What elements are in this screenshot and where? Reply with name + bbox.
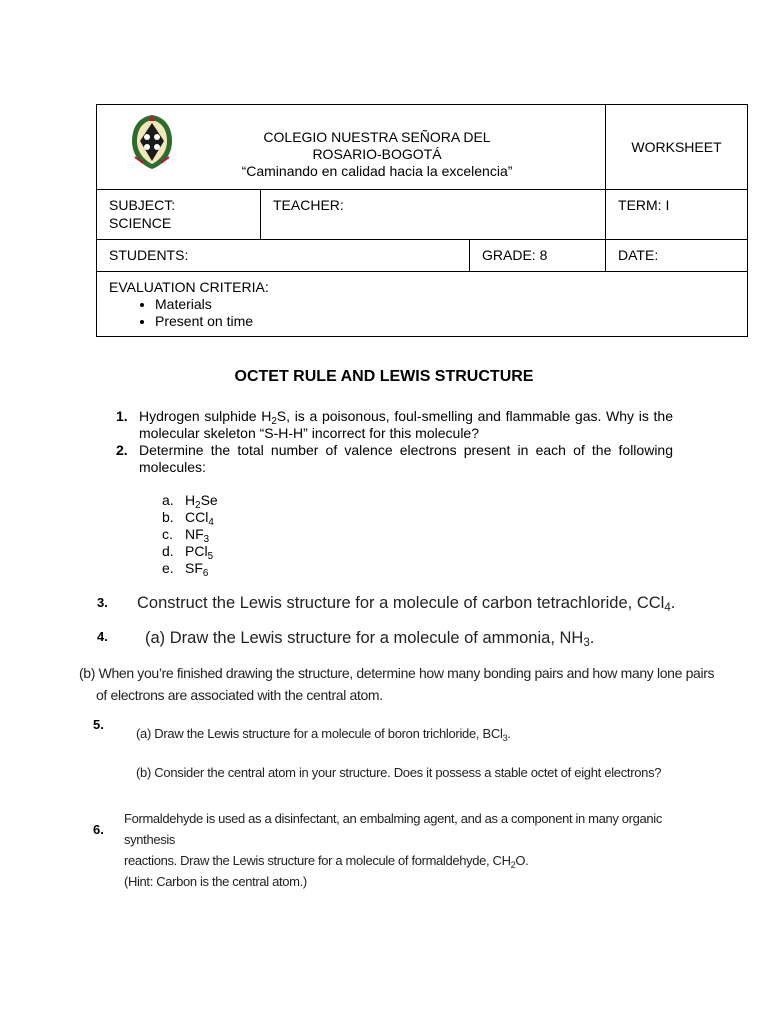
- students-cell: [97, 240, 470, 272]
- q1-text: Hydrogen sulphide $H_2S$, is a poisonous, foul-smelling and flammable gas. Why is the molecular skeleton “S-H-H” incorrect for this molecule?: [139, 408, 673, 441]
- subject-label: SUBJECT:: [109, 197, 176, 213]
- q1-number: 1.: [116, 408, 128, 424]
- date-cell: [606, 240, 748, 272]
- school-motto: “Caminando en calidad hacia la excelencia”: [241, 163, 513, 179]
- q2-item: e. $SF_6$: [162, 560, 209, 579]
- q2-item: c. $NF_3$: [162, 526, 210, 545]
- header-table: [96, 104, 748, 337]
- school-cell: [97, 105, 606, 190]
- subject-value: SCIENCE: [109, 215, 172, 231]
- grade-label: GRADE: 8: [482, 247, 548, 263]
- q2-item: a. $H_2Se$: [162, 492, 218, 511]
- doc-type-cell: [606, 105, 748, 190]
- school-name-line1: COLEGIO NUESTRA SEÑORA DEL: [263, 129, 491, 145]
- school-name-line2: ROSARIO-BOGOTÁ: [312, 146, 442, 162]
- q4-number: 4.: [97, 629, 108, 644]
- q6-number: 6.: [93, 822, 104, 837]
- criteria-cell: [97, 272, 748, 337]
- teacher-cell: [261, 190, 606, 240]
- term-cell: [606, 190, 748, 240]
- criteria-list: [109, 296, 735, 330]
- q3-text: Construct the Lewis structure for a molecule of carbon tetrachloride, CCl$_4$.: [137, 594, 676, 614]
- q5b-text: (b) Consider the central atom in your structure. Does it possess a stable octet of eight electrons?: [136, 765, 662, 780]
- q5-number: 5.: [93, 717, 104, 732]
- q4a-text: (a) Draw the Lewis structure for a molecule of ammonia, $NH_3$.: [145, 629, 595, 649]
- criteria-label: EVALUATION CRITERIA:: [109, 279, 269, 295]
- q2-item: b. CCl$_4$: [162, 509, 214, 528]
- criteria-item: • Materials: [155, 296, 735, 313]
- worksheet-title: OCTET RULE AND LEWIS STRUCTURE: [234, 368, 534, 385]
- q2-list: [162, 492, 218, 577]
- criteria-item: • Present on time: [155, 313, 735, 330]
- q2-number: 2.: [116, 442, 128, 458]
- grade-cell: [470, 240, 606, 272]
- school-crest-icon: [127, 113, 177, 171]
- teacher-label: TEACHER:: [273, 197, 344, 213]
- term-label: TERM: I: [618, 197, 670, 213]
- students-label: STUDENTS:: [109, 247, 189, 263]
- q5a-text: (a) Draw the Lewis structure for a molecule of boron trichloride, BCl$_3$.: [136, 726, 511, 743]
- q2-text: Determine the total number of valence electrons present in each of the following molecules:: [139, 442, 673, 475]
- q6-text: Formaldehyde is used as a disinfectant, an embalming agent, and as a component in many organic synthesis reactions. Draw the Lewis structure for a molecule of formaldehyde, $CH_2O$. (Hint: Carbon is the central atom.): [124, 811, 662, 889]
- q3-number: 3.: [97, 595, 108, 610]
- subject-cell: [97, 190, 261, 240]
- q2-item: d. PCl$_5$: [162, 543, 214, 562]
- date-label: DATE:: [618, 247, 659, 263]
- doc-type: WORKSHEET: [631, 139, 722, 155]
- q4b-text: (b) When you’re finished drawing the structure, determine how many bonding pairs and how many lone pairs of electrons are associated with the central atom.: [79, 665, 715, 703]
